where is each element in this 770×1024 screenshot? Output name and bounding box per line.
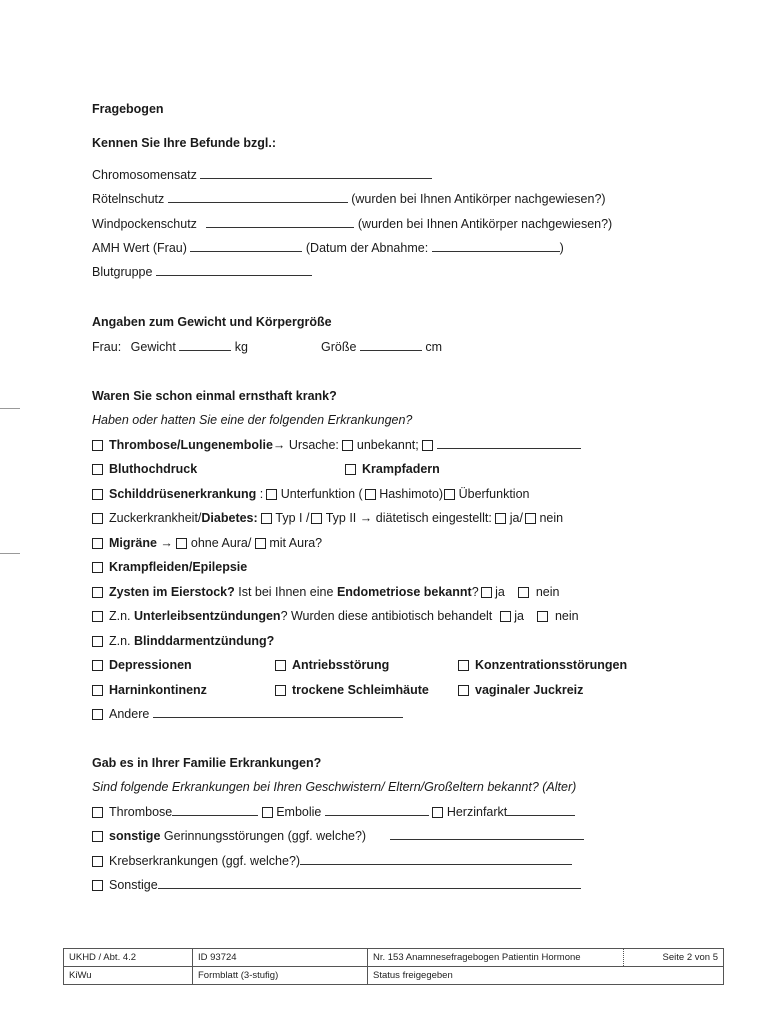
groesse-field[interactable] [360,339,422,351]
roetelnschutz-row [92,191,606,207]
schleimhaeute-item [275,682,429,698]
blutgruppe-field[interactable] [156,264,312,276]
unterleib-label: Unterleibsentzündungen [134,609,281,623]
fam-sonstige-checkbox[interactable] [92,880,103,891]
amh-date-label: (Datum der Abnahme: [305,241,429,255]
thrombose-checkbox[interactable] [92,440,103,451]
amh-row [92,240,564,256]
roetelnschutz-label: Rötelnschutz [92,192,165,206]
unterleib-question: ? Wurden diese antibiotisch behandelt [280,609,493,623]
endometriose-label: Endometriose bekannt [336,585,472,599]
blutgruppe-label: Blutgruppe [92,265,153,279]
diaet-ja-checkbox[interactable] [495,513,506,524]
bluthochdruck-checkbox[interactable] [92,464,103,475]
antibiotika-nein-checkbox[interactable] [537,611,548,622]
margin-mark [0,553,20,554]
endometriose-ja-checkbox[interactable] [481,587,492,598]
migraene-row [92,535,322,551]
fam-thrombose-label: Thrombose [109,805,173,819]
familie-row-4 [92,877,581,893]
endometriose-nein-checkbox[interactable] [518,587,529,598]
endometriose-nein-label: nein [535,585,560,599]
gewicht-heading: Angaben zum Gewicht und Körpergröße [92,315,332,329]
diabetes-row [92,510,563,526]
krank-subheading: Haben oder hatten Sie eine der folgenden Erkrankungen? [92,413,413,427]
fam-gerinnung-label: Gerinnungsstörungen (ggf. welche?) [163,829,367,843]
footer-unit: KiWu [64,967,193,985]
schleimhaeute-checkbox[interactable] [275,685,286,696]
fam-sonstige-field[interactable] [158,877,581,889]
blinddarm-checkbox[interactable] [92,636,103,647]
hashimoto-checkbox[interactable] [365,489,376,500]
antibiotika-ja-checkbox[interactable] [500,611,511,622]
fam-herzinfarkt-label: Herzinfarkt [446,805,508,819]
harninkontinenz-item [92,682,207,698]
fam-thrombose-field[interactable] [172,804,258,816]
ursache-other-field[interactable] [437,437,581,449]
roetelnschutz-field[interactable] [168,191,348,203]
arrow-right-icon: → [359,511,373,525]
fam-herzinfarkt-checkbox[interactable] [432,807,443,818]
footer-document-number: Nr. 153 Anamnesefragebogen Patientin Hormone [368,949,624,967]
endometriose-ja-label: ja [495,585,505,599]
footer-department: UKHD / Abt. 4.2 [64,949,193,967]
konzentration-item [458,657,627,673]
typ2-label: Typ II [325,511,357,525]
cm-unit: cm [425,340,443,354]
zn-label: Z.n. [109,609,131,623]
chromosomensatz-field[interactable] [200,167,432,179]
andere-row [92,706,403,722]
antibiotika-ja-label: ja [514,609,524,623]
unterfunktion-checkbox[interactable] [266,489,277,500]
fam-thrombose-checkbox[interactable] [92,807,103,818]
fam-herzinfarkt-field[interactable] [507,804,575,816]
endometriose-qmark: ? [471,585,479,599]
windpocken-field[interactable] [206,216,354,228]
depressionen-checkbox[interactable] [92,660,103,671]
arrow-right-icon: → [160,536,173,550]
document-footer [63,948,724,985]
blutgruppe-row [92,264,312,280]
antrieb-checkbox[interactable] [275,660,286,671]
harninkontinenz-checkbox[interactable] [92,685,103,696]
blinddarm-row [92,633,274,649]
fam-krebs-checkbox[interactable] [92,856,103,867]
krampfleiden-checkbox[interactable] [92,562,103,573]
diaet-label: diätetisch eingestellt: [375,511,492,525]
windpocken-label: Windpockenschutz [92,217,197,231]
befunde-heading: Kennen Sie Ihre Befunde bzgl.: [92,136,277,150]
diaet-nein-label: nein [539,511,564,525]
gewicht-row [92,339,492,355]
andere-field[interactable] [153,706,403,718]
page-title: Fragebogen [92,102,164,116]
groesse-group [321,339,442,355]
footer-row [64,967,724,985]
konzentration-label: Konzentrationsstörungen [475,658,628,672]
hashimoto-label: Hashimoto) [379,487,444,501]
juckreiz-item [458,682,583,698]
antrieb-label: Antriebsstörung [292,658,390,672]
thrombose-row [92,437,581,453]
fam-sonstige-label: Sonstige [109,878,158,892]
zn-label: Z.n. [109,634,131,648]
thrombose-label: Thrombose/Lungenembolie [109,438,273,452]
chromosomensatz-row [92,167,432,183]
migraene-checkbox[interactable] [92,538,103,549]
gewicht-label: Gewicht [130,340,176,354]
krampfleiden-label: Krampfleiden/Epilepsie [109,560,248,574]
krampfadern-item [345,461,440,477]
krampfadern-checkbox[interactable] [345,464,356,475]
arrow-right-icon: → [272,438,286,452]
zysten-label: Zysten im Eierstock? [109,585,235,599]
diabetes-checkbox[interactable] [92,513,103,524]
antrieb-item [275,657,389,673]
juckreiz-label: vaginaler Juckreiz [475,683,584,697]
mit-aura-label: mit Aura? [269,536,323,550]
depressionen-label: Depressionen [109,658,192,672]
migraene-label: Migräne [109,536,157,550]
unterfunktion-label: Unterfunktion ( [280,487,363,501]
krank-heading: Waren Sie schon einmal ernsthaft krank? [92,389,337,403]
diabetes-label: Diabetes: [201,511,258,525]
diaet-ja-label: ja/ [509,511,523,525]
fam-gerinnung-checkbox[interactable] [92,831,103,842]
unbekannt-checkbox[interactable] [342,440,353,451]
unterleib-checkbox[interactable] [92,611,103,622]
colon-text: : [259,487,264,501]
groesse-label: Größe [321,340,357,354]
andere-label: Andere [109,707,150,721]
footer-form-type: Formblatt (3-stufig) [193,967,368,985]
unbekannt-label: unbekannt; [356,438,419,452]
krampfleiden-item [92,559,247,575]
antibiotika-nein-label: nein [554,609,579,623]
fam-krebs-field[interactable] [300,853,572,865]
gewicht-field[interactable] [179,339,231,351]
footer-status: Status freigegeben [368,967,724,985]
typ1-label: Typ I / [275,511,310,525]
krampfadern-label: Krampfadern [362,462,440,476]
kg-unit: kg [234,340,248,354]
familie-heading: Gab es in Ihrer Familie Erkrankungen? [92,756,322,770]
diaet-nein-checkbox[interactable] [525,513,536,524]
andere-checkbox[interactable] [92,709,103,720]
blinddarm-label: Blinddarmentzündung? [134,634,275,648]
fam-gerinnung-field[interactable] [390,828,584,840]
bluthochdruck-label: Bluthochdruck [109,462,198,476]
footer-id: ID 93724 [193,949,368,967]
zysten-question: Ist bei Ihnen eine [238,585,334,599]
amh-date-field[interactable] [432,240,560,252]
margin-mark [0,408,20,409]
roetelnschutz-note: (wurden bei Ihnen Antikörper nachgewiesen?) [351,192,606,206]
schilddruese-label: Schilddrüsenerkrankung [109,487,257,501]
schilddruese-checkbox[interactable] [92,489,103,500]
juckreiz-checkbox[interactable] [458,685,469,696]
familie-row-1 [92,804,575,820]
typ2-checkbox[interactable] [311,513,322,524]
schleimhaeute-label: trockene Schleimhäute [292,683,429,697]
harninkontinenz-label: Harninkontinenz [109,683,207,697]
mit-aura-checkbox[interactable] [255,538,266,549]
familie-subheading: Sind folgende Erkrankungen bei Ihren Geschwistern/ Eltern/Großeltern bekannt? (Alter) [92,780,577,794]
typ1-checkbox[interactable] [261,513,272,524]
fam-embolie-label: Embolie [276,805,322,819]
ueberfunktion-label: Überfunktion [458,487,530,501]
bluthochdruck-item [92,461,197,477]
depressionen-item [92,657,192,673]
footer-row [64,949,724,967]
schilddruese-row [92,486,529,502]
konzentration-checkbox[interactable] [458,660,469,671]
ursache-other-checkbox[interactable] [422,440,433,451]
ursache-label: Ursache: [288,438,339,452]
zucker-label: Zuckerkrankheit/ [109,511,202,525]
zysten-checkbox[interactable] [92,587,103,598]
footer-page-number: Seite 2 von 5 [624,949,724,967]
fam-sonstige-bold-label: sonstige [109,829,161,843]
windpocken-row [92,216,612,232]
fam-krebs-label: Krebserkrankungen (ggf. welche?) [109,854,301,868]
amh-label: AMH Wert (Frau) [92,241,187,255]
windpocken-note: (wurden bei Ihnen Antikörper nachgewiesen?) [357,217,613,231]
frau-label: Frau: [92,340,122,354]
fam-embolie-checkbox[interactable] [262,807,273,818]
ohne-aura-checkbox[interactable] [176,538,187,549]
zysten-row [92,584,559,600]
unterleib-row [92,608,579,624]
fam-embolie-field[interactable] [325,804,429,816]
amh-date-close: ) [559,241,564,255]
ueberfunktion-checkbox[interactable] [444,489,455,500]
chromosomensatz-label: Chromosomensatz [92,168,197,182]
familie-row-2 [92,828,584,844]
ohne-aura-label: ohne Aura/ [190,536,252,550]
familie-row-3 [92,853,572,869]
amh-field[interactable] [190,240,302,252]
